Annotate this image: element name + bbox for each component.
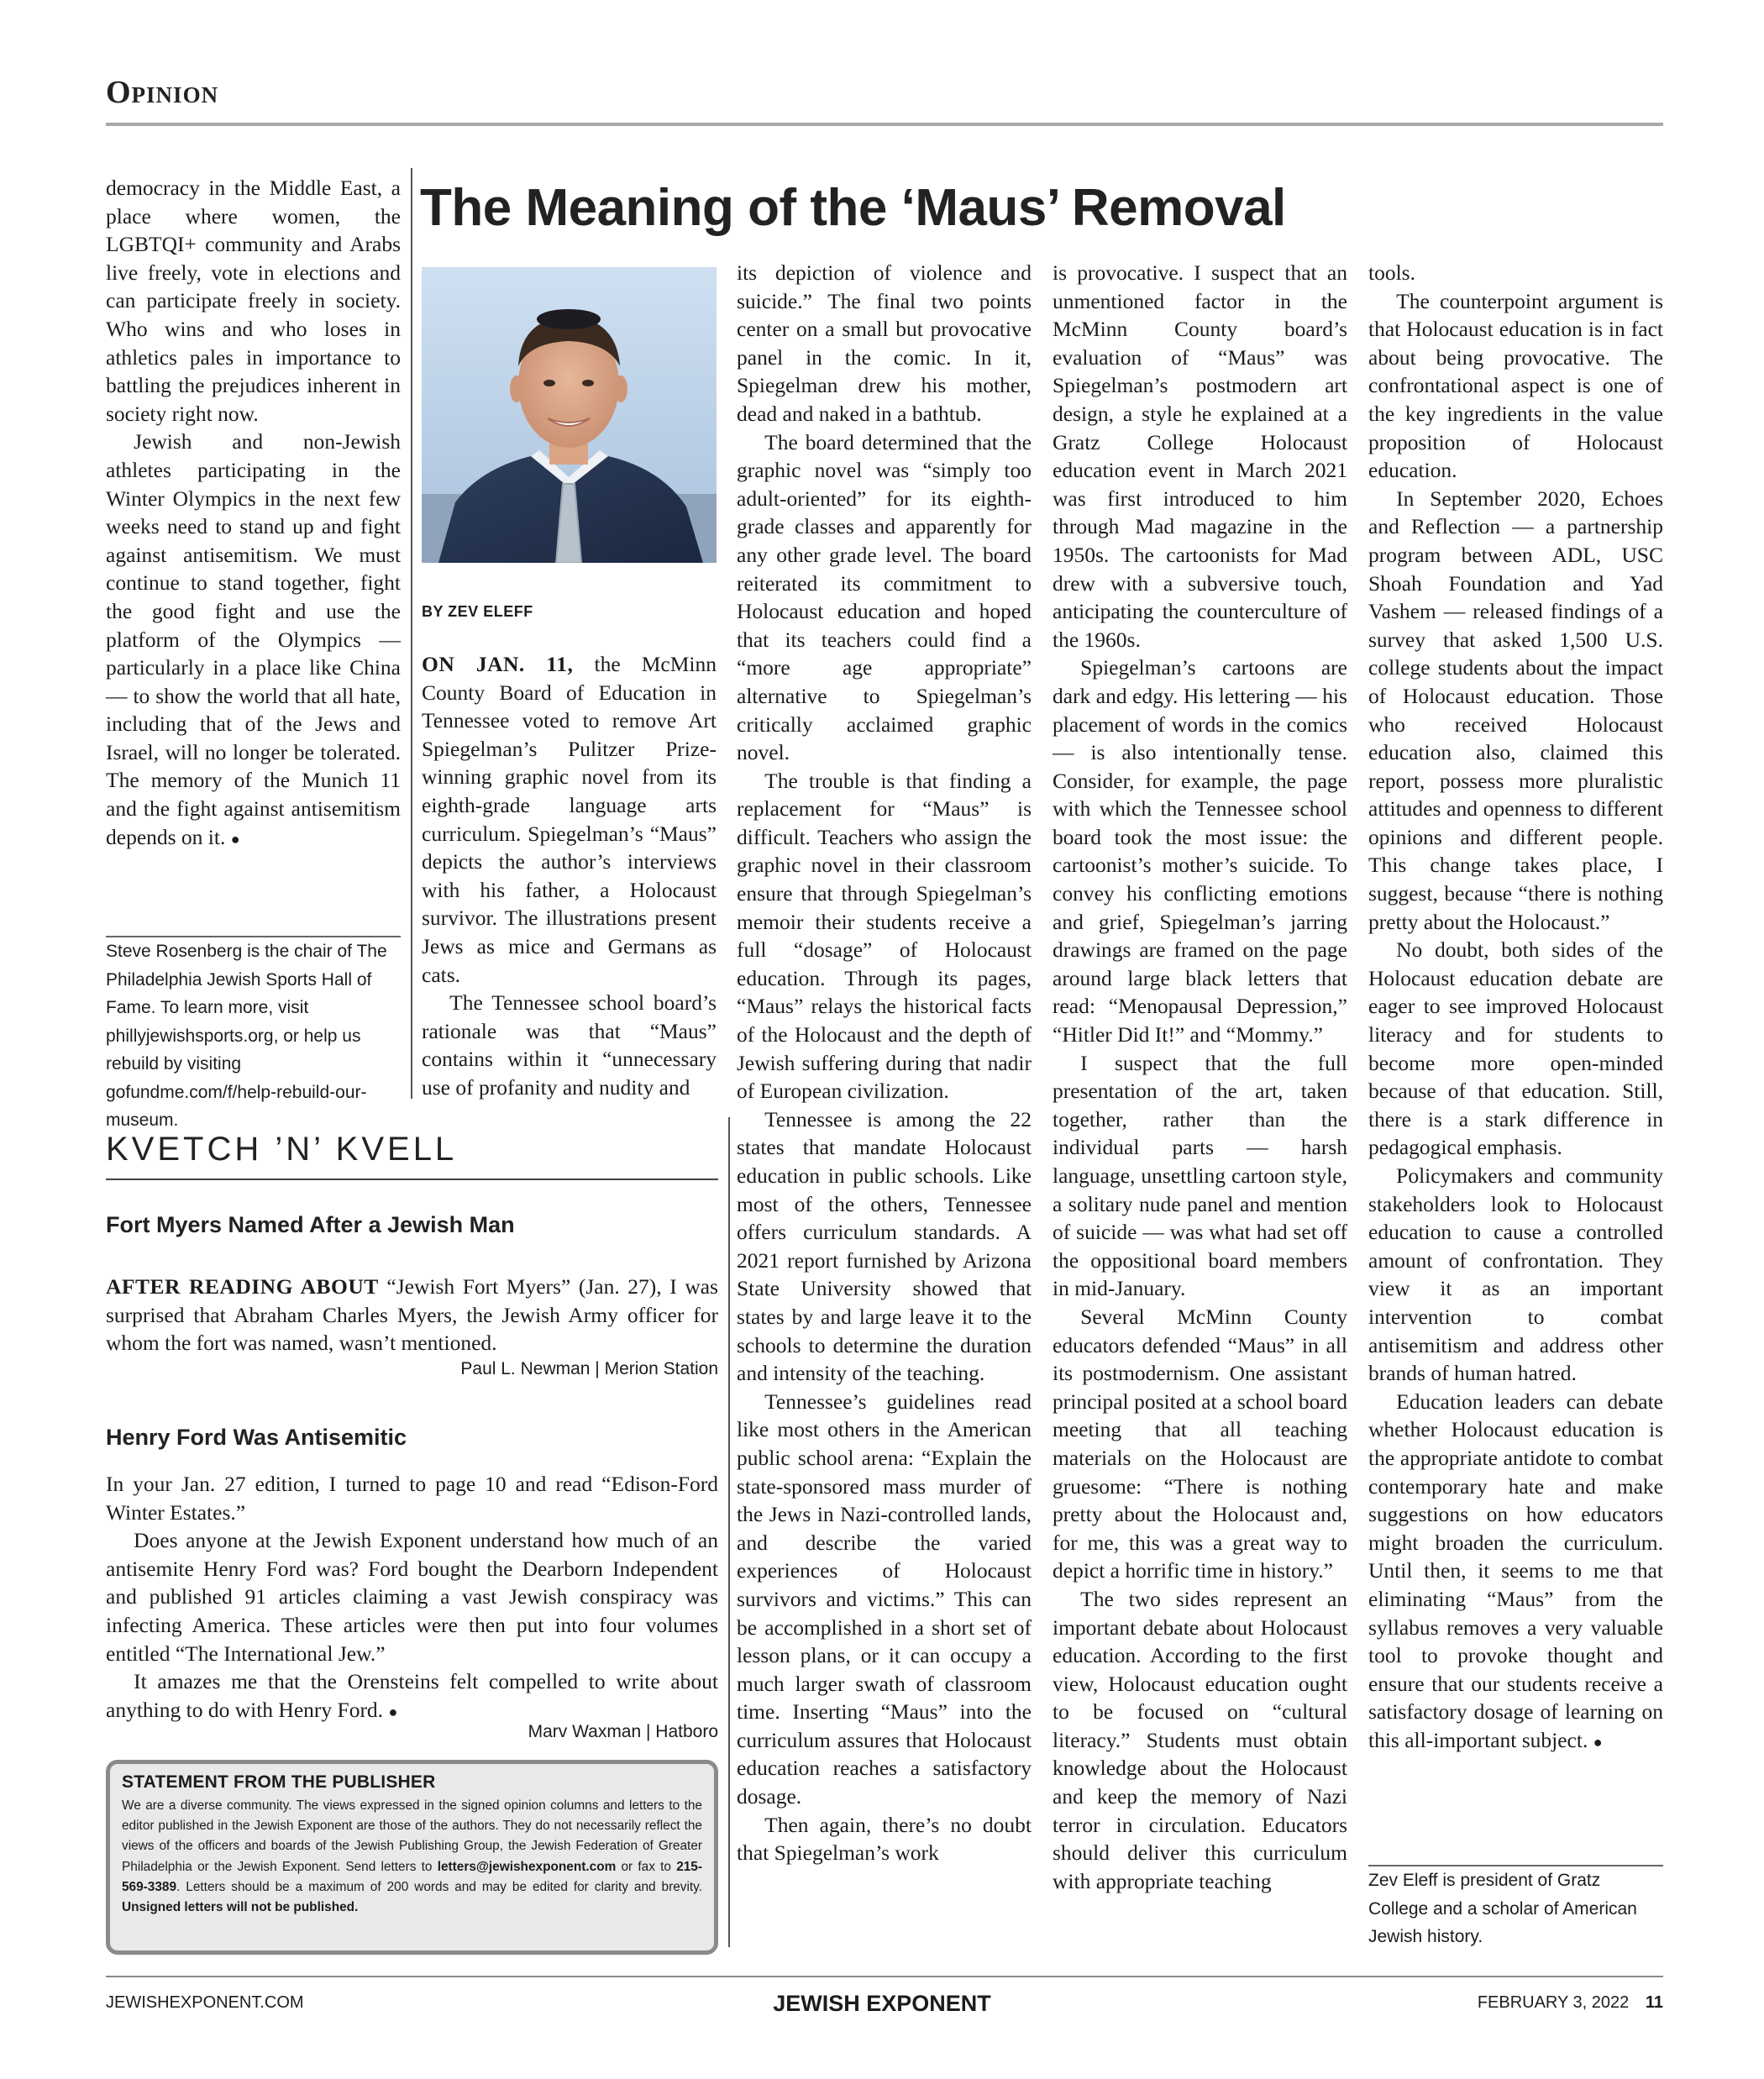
letter-2-paragraph-2: Does anyone at the Jewish Exponent understand how much of an antisemite Henry Ford was? Ford bought the Dearborn Independent and published 91 articles claiming a vast Jewish conspiracy was infecting America. These articles were then put into four volumes entitled “The International Jew.” [106, 1528, 718, 1666]
end-mark: ● [1593, 1733, 1603, 1751]
column-divider-article [728, 1117, 730, 1947]
letter-2-paragraph-3: It amazes me that the Orensteins felt compelled to write about anything to do with Henry Ford. ● [106, 1669, 718, 1722]
col4-paragraph-2: The counterpoint argument is that Holocaust education is in fact about being provocative. The confrontational aspect is one of the key ingredients in the value proposition of Holocaust education. [1368, 288, 1663, 483]
col2-paragraph-3: The trouble is that finding a replacement for “Maus” is difficult. Teachers who assign the graphic novel in their classroom ensure that through Spiegelman’s memoir their students receive a full “dosage” of Holocaust education. Through its pages, “Maus” relays the historical facts of the Holocaust and the depth of Jewish suffering during that nadir of European civilization. [737, 768, 1032, 1104]
letter-1-signature: Paul L. Newman | Merion Station [460, 1359, 718, 1378]
col2-paragraph-5: Tennessee’s guidelines read like most others in the American public school arena: “Explain the state-sponsored mass murder of the Jews in Nazi-controlled lands, and describe the varied experiences of Holocaust survivors and victims.” This can be accomplished in a short set of lesson plans, or it can occupy a much larger swath of classroom time. Inserting “Maus” into the curriculum assures that Holocaust education reaches a satisfactory dosage. [737, 1389, 1032, 1809]
col4-paragraph-3: In September 2020, Echoes and Reflection — a partnership program between ADL, USC Shoah Foundation and Yad Vashem — released findings of a survey that asked 1,500 U.S. college students about the impact of Holocaust education. Those who received Holocaust education also, claimed this report, possess more pluralistic attitudes and openness to different opinions and different people. This change takes place, I suggest, because “there is nothing pretty about the Holocaust.” [1368, 486, 1663, 934]
col4-paragraph-4: No doubt, both sides of the Holocaust education debate are eager to see improved Holocaust literacy and for students to become more open-minded because of that education. Still, there is a stark difference in pedagogical emphasis. [1368, 937, 1663, 1160]
col4-paragraph-6: Education leaders can debate whether Holocaust education is the appropriate antidote to combat contemporary hate and make suggestions on how educators might broaden the curriculum. Until then, it seems to me that eliminating “Maus” from the syllabus removes a very valuable tool to provoke thought and ensure that our students receive a satisfactory dosage of learning on this all-important subject. ● [1368, 1389, 1663, 1752]
article-col1-paragraph: The Tennessee school board’s rationale was that “Maus” contains within it “unnecessary use of profanity and nudity and [422, 990, 717, 1100]
letter-2-body [106, 1470, 718, 1726]
col2-paragraph-4: Tennessee is among the 22 states that mandate Holocaust education in public schools. Like most of the others, Tennessee offers curriculum standards. A 2021 report furnished by Arizona State University showed that states by and large leave it to the schools to determine the duration and intensity of the teaching. [737, 1106, 1032, 1386]
left-author-bio: Steve Rosenberg is the chair of The Philadelphia Jewish Sports Hall of Fame. To learn more, visit phillyjewishsports.org, or help us rebuild by visiting gofundme.com/f/help-rebuild-our-museum. [106, 942, 387, 1130]
col4-paragraph-1: tools. [1368, 260, 1415, 285]
article-column-1 [422, 650, 717, 1102]
left-paragraph-2: Jewish and non-Jewish athletes participating in the Winter Olympics in the next few weeks need to stand up and fight against antisemitism. We must continue to stand together, fight the good fight and use the platform of the Olympics — particularly in a place like China — to show the world that all hate, including that of the Jews and Israel, will no longer be tolerated. The memory of the Munich 11 and the fight against antisemitism depends on it. ● [106, 429, 401, 849]
publisher-statement-title: STATEMENT FROM THE PUBLISHER [122, 1772, 436, 1792]
letter-2-title: Henry Ford Was Antisemitic [106, 1425, 407, 1450]
footer-page-number: 11 [1645, 1993, 1663, 2012]
author-photo [422, 267, 717, 563]
article-headline: The Meaning of the ‘Maus’ Removal [420, 179, 1286, 237]
footer-website: JEWISHEXPONENT.COM [106, 1993, 304, 2012]
article-column-2 [737, 259, 1032, 1867]
left-paragraph-1: democracy in the Middle East, a place where women, the LGBTQI+ community and Arabs live freely, vote in elections and can participate freely in society. Who wins and who loses in athletics pales in importance to battling the prejudices inherent in society right now. [106, 176, 401, 426]
footer-date: FEBRUARY 3, 2022 [1477, 1993, 1630, 2012]
unsigned-letters-note: Unsigned letters will not be published. [122, 1900, 359, 1915]
publisher-statement-box [106, 1760, 718, 1955]
lead-runin: ON JAN. 11, [422, 652, 574, 676]
article-column-4 [1368, 259, 1663, 1756]
col2-paragraph-6: Then again, there’s no doubt that Spiegelman’s work [737, 1812, 1032, 1866]
end-mark: ● [230, 830, 240, 848]
column-divider-left [411, 168, 412, 1099]
col3-paragraph-3: I suspect that the full presentation of the art, taken together, rather than the individual parts — harsh language, unsettling cartoon style, a solitary nude panel and mention of suicide — was what had set off the oppositional board members in mid-January. [1053, 1050, 1347, 1301]
header-rule [106, 123, 1663, 126]
letter-1-body [106, 1273, 718, 1357]
section-header: Opinion [106, 75, 219, 110]
letter-1-runin: AFTER READING ABOUT [106, 1274, 379, 1299]
col3-paragraph-1: is provocative. I suspect that an unmentioned factor in the McMinn County board’s evaluation of “Maus” was Spiegelman’s postmodern art design, a style he explained at a Gratz College Holocaust education event in March 2021 was first introduced to him through Mad magazine in the 1950s. The cartoonists for Mad drew with a subversive touch, anticipating the counterculture of the 1960s. [1053, 260, 1347, 652]
letter-2-paragraph-1: In your Jan. 27 edition, I turned to page 10 and read “Edison-Ford Winter Estates.” [106, 1472, 718, 1525]
col4-paragraph-5: Policymakers and community stakeholders look to Holocaust education to cause a controlled amount of confrontation. They view it as an important intervention to combat antisemitism and address other brands of human hatred. [1368, 1163, 1663, 1386]
kvetch-rule [106, 1179, 718, 1180]
col2-paragraph-1: its depiction of violence and suicide.” The final two points center on a small but provocative panel in the comic. In it, Spiegelman drew his mother, dead and naked in a bathtub. [737, 260, 1032, 426]
article-column-3 [1053, 259, 1347, 1895]
footer-date-page [1478, 1993, 1663, 2013]
byline: BY ZEV ELEFF [422, 603, 533, 620]
publisher-statement-text: We are a diverse community. The views expressed in the signed opinion columns and letters to the editor published in the Jewish Exponent are those of the authors. They do not necessarily reflect the views of the officers and boards of the Jewish Publishing Group, the Jewish Federation of Greater Philadelphia or the Jewish Exponent. Send letters to letters@jewishexponent.com or fax to 215-569-3389. Letters should be a maximum of 200 words and may be edited for clarity and brevity. Unsigned letters will not be published. [122, 1798, 702, 1915]
kvetch-section-title: KVETCH ’N’ KVELL [106, 1131, 458, 1168]
letter-2-signature: Marv Waxman | Hatboro [528, 1722, 718, 1741]
col3-paragraph-4: Several McMinn County educators defended “Maus” in all its postmodernism. One assistant principal posited at a school board meeting that all teaching materials on the Holocaust are gruesome: “There is nothing pretty about the Holocaust and, for me, this was a great way to depict a horrific time in history.” [1053, 1304, 1347, 1583]
col2-paragraph-2: The board determined that the graphic novel was “simply too adult-oriented” for its eighth-grade classes and apparently for any other grade level. The board reiterated its commitment to Holocaust education and hoped that its teachers could find a “more age appropriate” alternative to Spiegelman’s critically acclaimed graphic novel. [737, 429, 1032, 765]
letter-1-text: AFTER READING ABOUT “Jewish Fort Myers” (Jan. 27), I was surprised that Abraham Charles Myers, the Jewish Army officer for whom the fort was named, wasn’t mentioned. [106, 1274, 718, 1356]
footer-rule [106, 1976, 1663, 1977]
letters-email: letters@jewishexponent.com [437, 1859, 617, 1874]
col3-paragraph-2: Spiegelman’s cartoons are dark and edgy. His lettering — his placement of words in the comics — is also intentionally tense. Consider, for example, the page with which the Tennessee school board took the most issue: the cartoonist’s mother’s suicide. To convey his conflicting emotions and grief, Spiegelman’s jarring drawings are framed on the page around large black letters that read: “Menopausal Depression,” “Hitler Did It!” and “Mommy.” [1053, 655, 1347, 1047]
article-author-bio: Zev Eleff is president of Gratz College and a scholar of American Jewish history. [1368, 1871, 1637, 1946]
left-column-text [106, 174, 401, 853]
col3-paragraph-5: The two sides represent an important debate about Holocaust education. According to the first view, Holocaust education ought to be focused on “cultural literacy.” Students must obtain knowledge about the Holocaust and keep the memory of Nazi terror in circulation. Educators should deliver this curriculum with appropriate teaching [1053, 1586, 1347, 1893]
article-lead-paragraph: ON JAN. 11, the McMinn County Board of Education in Tennessee voted to remove Art Spiegelman’s Pulitzer Prize-winning graphic novel from its eighth-grade language arts curriculum. Spiegelman’s “Maus” depicts the author’s interviews with his father, a Holocaust survivor. The illustrations present Jews as mice and Germans as cats. [422, 652, 717, 987]
fax-number: 215-569-3389 [122, 1859, 702, 1894]
letter-1-title: Fort Myers Named After a Jewish Man [106, 1212, 515, 1237]
footer-publication: JEWISH EXPONENT [773, 1991, 991, 2016]
end-mark: ● [388, 1703, 398, 1720]
